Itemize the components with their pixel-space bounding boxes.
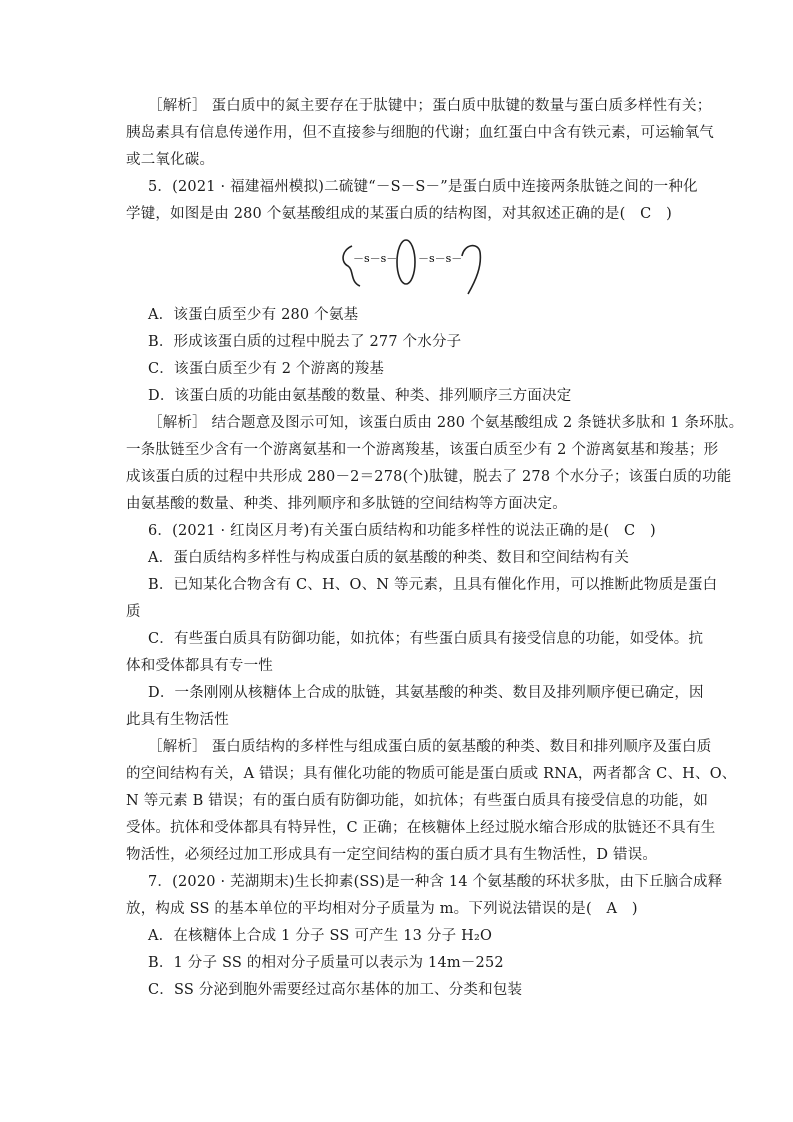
question-5-option-b: B．形成该蛋白质的过程中脱去了 277 个水分子 [148, 334, 462, 350]
disulfide-bond-left: －s－s－ [353, 252, 398, 265]
question-6-option-d-line-2: 此具有生物活性 [126, 712, 229, 728]
explanation-6-line-5: 物活性，必须经过加工形成具有一定空间结构的蛋白质才具有生物活性，D 错误。 [126, 847, 658, 863]
question-5-option-d: D．该蛋白质的功能由氨基酸的数量、种类、排列顺序三方面决定 [148, 388, 572, 404]
question-5-stem-line-1: 5．(2021 · 福建福州模拟)二硫键“－S－S－”是蛋白质中连接两条肽链之间的一种化 [148, 179, 698, 195]
question-6-option-c-line-2: 体和受体都具有专一性 [126, 658, 273, 674]
explanation-5-line-1: ［解析］ 结合题意及图示可知，该蛋白质由 280 个氨基酸组成 2 条链状多肽和 1 条环肽。 [148, 415, 744, 431]
question-5-stem-line-2: 学键，如图是由 280 个氨基酸组成的某蛋白质的结构图，对其叙述正确的是( C ) [126, 206, 672, 222]
question-6-option-b-line-2: 质 [126, 604, 141, 620]
question-6-stem: 6．(2021 · 红岗区月考)有关蛋白质结构和功能多样性的说法正确的是( C ) [148, 523, 656, 539]
question-5-option-c: C．该蛋白质至少有 2 个游离的羧基 [148, 361, 385, 377]
question-6-option-a: A．蛋白质结构多样性与构成蛋白质的氨基酸的种类、数目和空间结构有关 [148, 550, 630, 566]
question-7-option-c: C．SS 分泌到胞外需要经过高尔基体的加工、分类和包装 [148, 982, 523, 998]
question-5-option-a: A．该蛋白质至少有 280 个氨基 [148, 307, 359, 323]
explanation-4-line-2: 胰岛素具有信息传递作用，但不直接参与细胞的代谢；血红蛋白中含有铁元素，可运输氧气 [126, 125, 714, 141]
question-7-option-b: B．1 分子 SS 的相对分子质量可以表示为 14m－252 [148, 955, 504, 971]
explanation-6-line-3: N 等元素 B 错误；有的蛋白质有防御功能，如抗体；有些蛋白质具有接受信息的功能，如 [126, 793, 709, 809]
question-6-option-d-line-1: D．一条刚刚从核糖体上合成的肽链，其氨基酸的种类、数目及排列顺序便已确定，因 [148, 685, 704, 701]
explanation-6-line-1: ［解析］ 蛋白质结构的多样性与组成蛋白质的氨基酸的种类、数目和排列顺序及蛋白质 [148, 739, 712, 755]
explanation-6-line-2: 的空间结构有关，A 错误；具有催化功能的物质可能是蛋白质或 RNA，两者都含 C、H、O、 [126, 766, 737, 782]
explanation-6-line-4: 受体。抗体和受体都具有特异性，C 正确；在核糖体上经过脱水缩合形成的肽链还不具有生 [126, 820, 716, 836]
ring-peptide [397, 240, 415, 284]
question-7-option-a: A．在核糖体上合成 1 分子 SS 可产生 13 分子 H₂O [148, 928, 493, 944]
chain-right-curve [462, 246, 480, 294]
question-7-stem-line-2: 放，构成 SS 的基本单位的平均相对分子质量为 m。下列说法错误的是( A ) [126, 901, 638, 917]
explanation-5-line-4: 由氨基酸的数量、种类、排列顺序和多肽链的空间结构等方面决定。 [126, 496, 567, 512]
explanation-4-line-1: ［解析］ 蛋白质中的氮主要存在于肽键中；蛋白质中肽键的数量与蛋白质多样性有关； [148, 98, 712, 114]
explanation-5-line-3: 成该蛋白质的过程中共形成 280－2＝278(个)肽键，脱去了 278 个水分子；该蛋白质的功能 [126, 469, 732, 485]
explanation-4-line-3: 或二氧化碳。 [126, 152, 215, 168]
question-6-option-b-line-1: B．已知某化合物含有 C、H、O、N 等元素，且具有催化作用，可以推断此物质是蛋白 [148, 577, 718, 593]
disulfide-protein-diagram [340, 232, 500, 300]
question-7-stem-line-1: 7．(2020 · 芜湖期末)生长抑素(SS)是一种含 14 个氨基酸的环状多肽，由下丘脑合成释 [148, 874, 723, 890]
disulfide-bond-right: －s－s－ [418, 252, 463, 265]
explanation-5-line-2: 一条肽链至少含有一个游离氨基和一个游离羧基，该蛋白质至少有 2 个游离氨基和羧基；形 [126, 442, 719, 458]
question-6-option-c-line-1: C．有些蛋白质具有防御功能，如抗体；有些蛋白质具有接受信息的功能，如受体。抗 [148, 631, 704, 647]
